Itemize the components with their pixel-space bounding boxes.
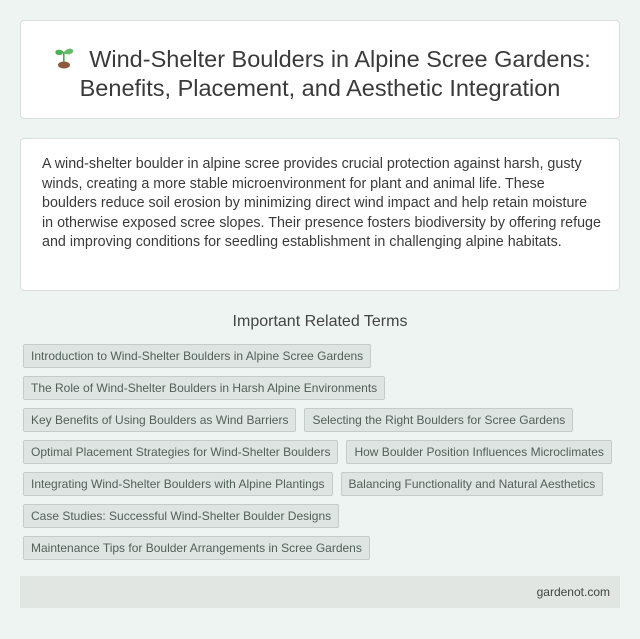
page-title (21, 45, 619, 103)
tag-row (23, 440, 623, 464)
title-card (20, 20, 620, 119)
related-term-link[interactable]: Maintenance Tips for Boulder Arrangements in Scree Gardens (23, 536, 370, 560)
tag-row (23, 344, 623, 368)
tag-row (23, 504, 623, 528)
related-term-link[interactable]: Key Benefits of Using Boulders as Wind Barriers (23, 408, 296, 432)
footer-site-link[interactable]: gardenot.com (536, 585, 610, 599)
related-terms-heading: Important Related Terms (232, 313, 408, 330)
related-term-link[interactable]: Introduction to Wind-Shelter Boulders in Alpine Scree Gardens (23, 344, 371, 368)
related-term-link[interactable]: Selecting the Right Boulders for Scree Gardens (304, 408, 573, 432)
tag-row (23, 376, 623, 400)
title-line-1 (21, 45, 619, 74)
title-line-2: Benefits, Placement, and Aesthetic Integration (79, 75, 561, 101)
seedling-icon (49, 46, 89, 70)
related-term-link[interactable]: Case Studies: Successful Wind-Shelter Boulder Designs (23, 504, 339, 528)
tag-row (23, 408, 623, 432)
related-term-link[interactable]: Optimal Placement Strategies for Wind-Shelter Boulders (23, 440, 338, 464)
footer (20, 576, 620, 608)
related-term-link[interactable]: Integrating Wind-Shelter Boulders with Alpine Plantings (23, 472, 333, 496)
description-card (20, 138, 620, 291)
related-term-link[interactable]: Balancing Functionality and Natural Aesthetics (341, 472, 604, 496)
related-term-link[interactable]: The Role of Wind-Shelter Boulders in Harsh Alpine Environments (23, 376, 385, 400)
related-term-link[interactable]: How Boulder Position Influences Microclimates (346, 440, 611, 464)
tag-row (23, 472, 623, 496)
related-terms-list (23, 344, 623, 568)
tag-row (23, 536, 623, 560)
title-line-1-text: Wind-Shelter Boulders in Alpine Scree Gardens: (89, 46, 591, 72)
description-text: A wind-shelter boulder in alpine scree provides crucial protection against harsh, gusty winds, creating a more stable microenvironment for plant and animal life. These boulders reduce soil erosion by minimizing direct wind impact and help retain moisture in otherwise exposed scree slopes. Their presence fosters biodiversity by offering refuge and improving conditions for seedling establishment in challenging alpine habitats. (42, 156, 601, 250)
